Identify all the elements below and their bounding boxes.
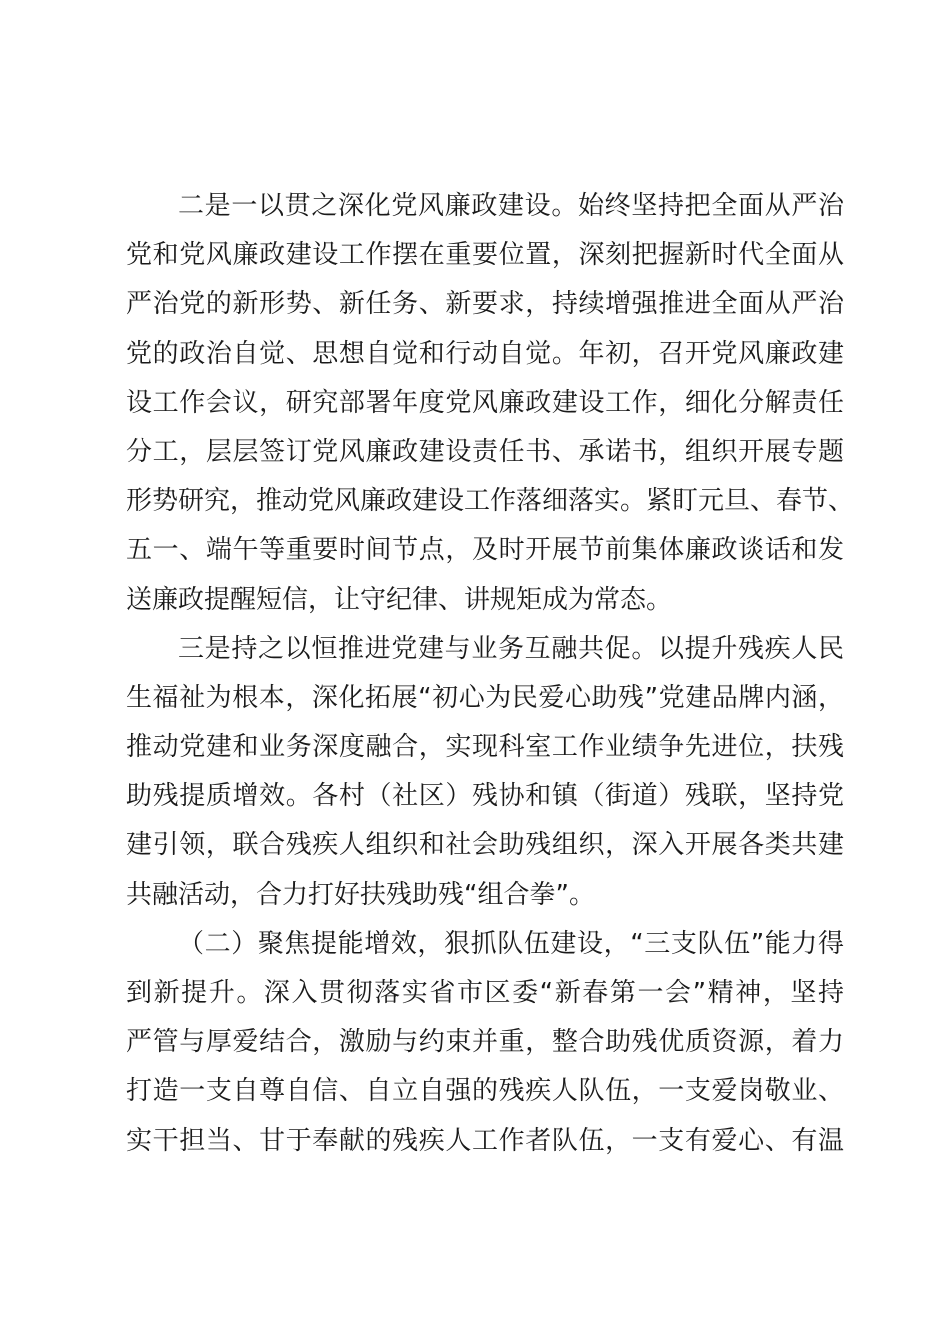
text-line: 严治党的新形势、新任务、新要求，持续增强推进全面从严治 [126,289,844,320]
text-line: 送廉政提醒短信，让守纪律、讲规矩成为常态。 [126,584,673,615]
paragraph-party-business-integration [126,625,844,920]
text-line: 共融活动，合力打好扶残助残“组合拳”。 [126,879,595,910]
text-line: 五一、端午等重要时间节点，及时开展节前集体廉政谈话和发 [126,535,844,566]
text-line: 分工，层层签订党风廉政建设责任书、承诺书，组织开展专题 [126,436,844,467]
text-line: 到新提升。深入贯彻落实省市区委“新春第一会”精神，坚持 [126,978,844,1008]
text-line: 党和党风廉政建设工作摆在重要位置，深刻把握新时代全面从 [126,240,844,271]
text-line: 党的政治自觉、思想自觉和行动自觉。年初，召开党风廉政建 [126,338,844,369]
text-line: 打造一支自尊自信、自立自强的残疾人队伍，一支爱岗敬业、 [126,1076,844,1107]
paragraph-team-building [126,920,844,1166]
document-body [126,182,855,1166]
text-line: 形势研究，推动党风廉政建设工作落细落实。紧盯元旦、春节、 [126,486,855,517]
text-line: 推动党建和业务深度融合，实现科室工作业绩争先进位，扶残 [126,732,844,763]
text-line: 建引领，联合残疾人组织和社会助残组织，深入开展各类共建 [126,830,844,861]
text-line: 实干担当、甘于奉献的残疾人工作者队伍，一支有爱心、有温 [126,1125,844,1156]
text-line: （二）聚焦提能增效，狠抓队伍建设，“三支队伍”能力得 [178,928,844,959]
text-line: 助残提质增效。各村（社区）残协和镇（街道）残联，坚持党 [126,781,844,812]
paragraph-party-conduct [126,182,855,625]
text-line: 二是一以贯之深化党风廉政建设。始终坚持把全面从严治 [178,191,844,221]
text-line: 严管与厚爱结合，激励与约束并重，整合助残优质资源，着力 [126,1027,844,1058]
text-line: 生福祉为根本，深化拓展“初心为民爱心助残”党建品牌内涵， [126,682,844,713]
text-line: 设工作会议，研究部署年度党风廉政建设工作，细化分解责任 [126,387,844,418]
text-line: 三是持之以恒推进党建与业务互融共促。以提升残疾人民 [178,633,844,664]
